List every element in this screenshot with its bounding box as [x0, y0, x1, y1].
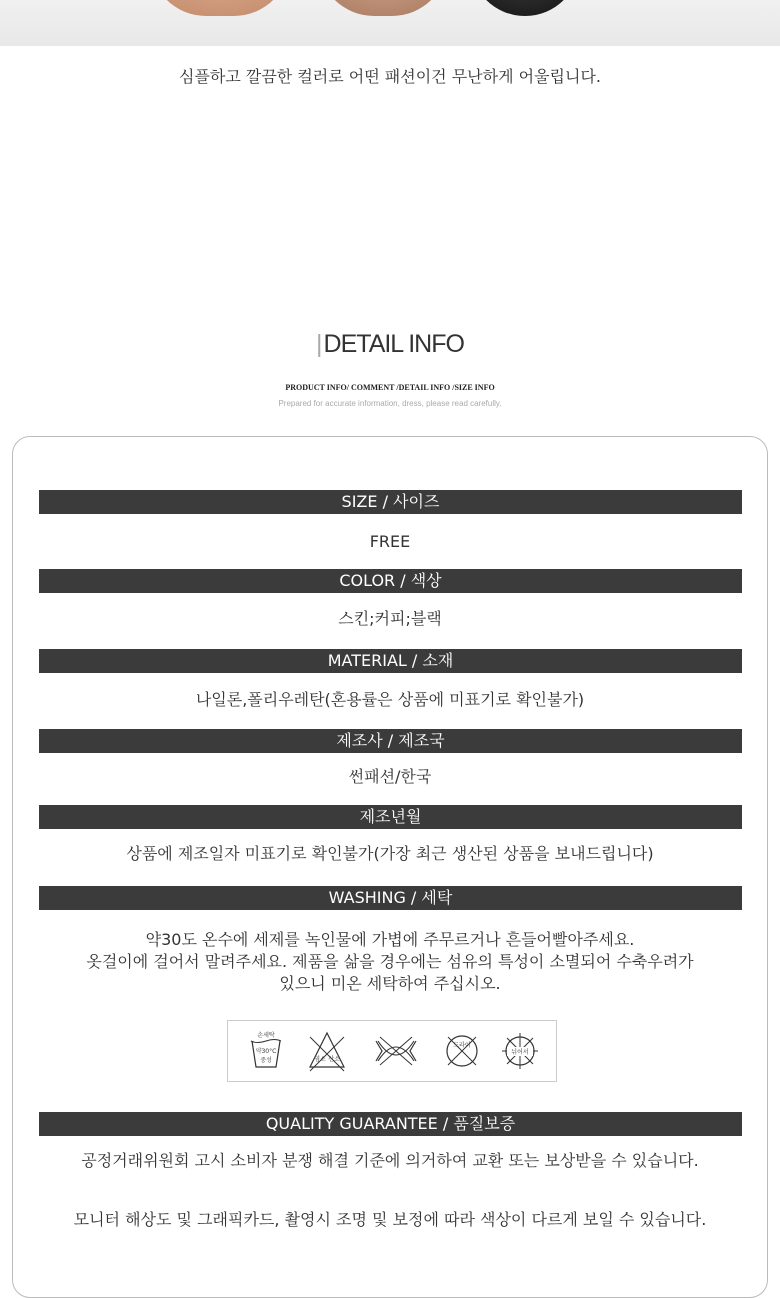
- no-bleach-icon: [306, 1029, 348, 1073]
- no-tumble-dry-icon: [498, 1029, 542, 1073]
- maker-value: 썬패션/한국: [348, 767, 432, 786]
- washing-header: WASHING / 세탁: [39, 886, 742, 910]
- detail-subtitle: Prepared for accurate information, dress, please read carefully.: [278, 399, 502, 408]
- material-header: MATERIAL / 소재: [39, 649, 742, 673]
- svg-text:드라이: 드라이: [453, 1042, 471, 1049]
- title-bar: |: [316, 330, 322, 358]
- hand-wash-icon: [248, 1029, 284, 1073]
- product-photo-strip: [0, 0, 780, 46]
- black-sock-image: [470, 0, 580, 16]
- svg-text:뉘어서: 뉘어서: [511, 1049, 529, 1056]
- date-header: 제조년월: [39, 805, 742, 829]
- svg-text:염소: 염소: [314, 1056, 326, 1063]
- svg-text:약30°C: 약30°C: [255, 1048, 277, 1055]
- quality-header: QUALITY GUARANTEE / 품질보증: [39, 1112, 742, 1136]
- svg-text:손세탁: 손세탁: [257, 1032, 275, 1039]
- color-header: COLOR / 색상: [39, 569, 742, 593]
- detail-nav-text: PRODUCT INFO/ COMMENT /DETAIL INFO /SIZE INFO: [285, 383, 495, 392]
- svg-text:산소: 산소: [328, 1056, 340, 1063]
- skin-sock-image: [150, 0, 290, 16]
- washing-icons-panel: [227, 1020, 557, 1082]
- quality-line-2: 모니터 해상도 및 그래픽카드, 촬영시 조명 및 보정에 따라 색상이 다르게 보일 수 있습니다.: [73, 1210, 707, 1229]
- washing-line-1: 약30도 온수에 세제를 녹인물에 가볍에 주무르거나 흔들어빨아주세요.: [145, 930, 635, 949]
- detail-title-text: DETAIL INFO: [323, 330, 464, 358]
- maker-header: 제조사 / 제조국: [39, 729, 742, 753]
- no-dry-clean-icon: [442, 1029, 482, 1073]
- detail-info-title: [0, 330, 780, 359]
- size-value: FREE: [369, 532, 411, 551]
- product-caption: 심플하고 깔끔한 컬러로 어떤 패션이건 무난하게 어울립니다.: [178, 67, 601, 86]
- no-wring-icon: [372, 1029, 420, 1073]
- coffee-sock-image: [318, 0, 448, 16]
- date-value: 상품에 제조일자 미표기로 확인불가(가장 최근 생산된 상품을 보내드립니다): [126, 844, 654, 863]
- color-value: 스킨;커피;블랙: [338, 609, 442, 628]
- svg-text:중성: 중성: [260, 1057, 272, 1064]
- size-header: SIZE / 사이즈: [39, 490, 742, 514]
- material-value: 나일론,폴리우레탄(혼용률은 상품에 미표기로 확인불가): [195, 690, 585, 709]
- washing-line-3: 있으니 미온 세탁하여 주십시오.: [279, 974, 501, 993]
- washing-line-2: 옷걸이에 걸어서 말려주세요. 제품을 삶을 경우에는 섬유의 특성이 소멸되어 수축우려가: [86, 952, 694, 971]
- quality-line-1: 공정거래위원회 고시 소비자 분쟁 해결 기준에 의거하여 교환 또는 보상받을 수 있습니다.: [81, 1151, 699, 1170]
